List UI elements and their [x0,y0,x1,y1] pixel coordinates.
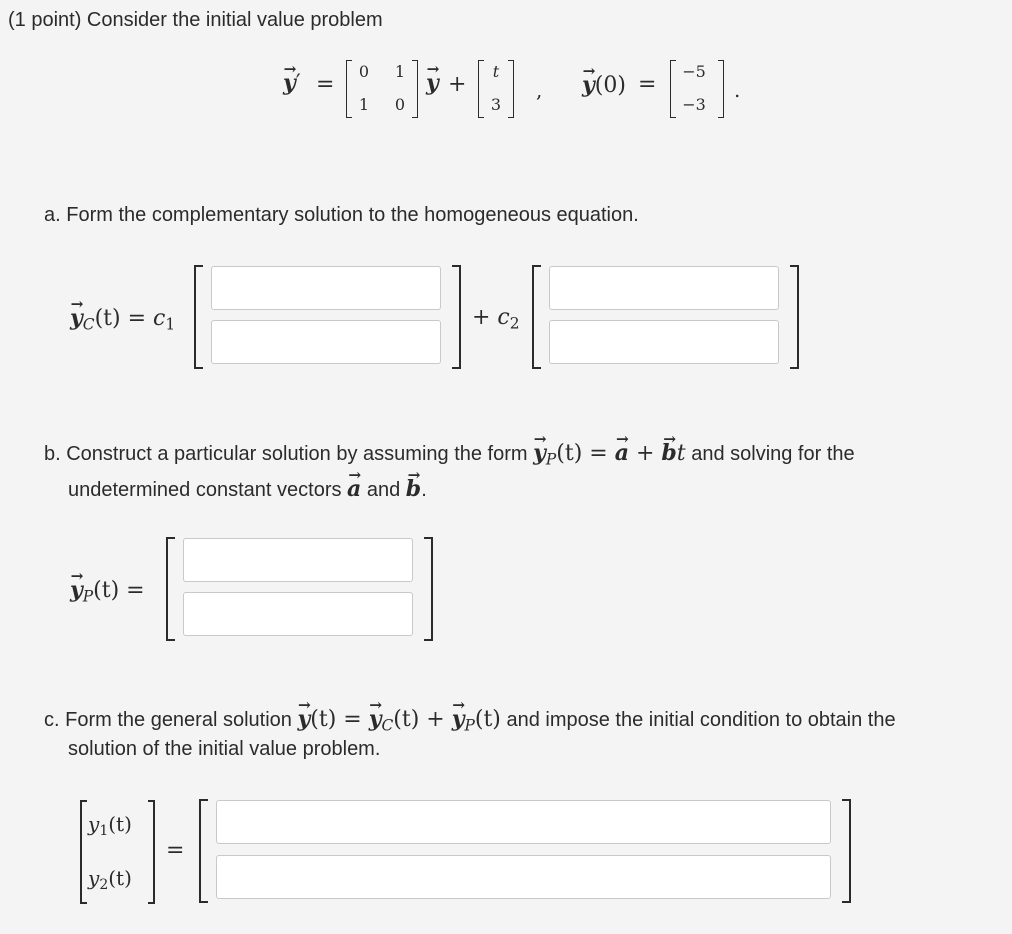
part-c-prompt-line2: solution of the initial value problem. [68,738,381,760]
matrix-cell: 1 [358,95,370,114]
y-solution-top-input[interactable] [216,800,831,844]
bracket-left [194,265,203,369]
bracket-right [842,799,851,903]
y-vector-symbol: → y [283,70,296,96]
y2-label: $y_2(t)$ [88,866,132,894]
yp-bottom-input[interactable] [183,592,413,636]
vector-cell: 3 [490,95,502,114]
particular-solution-label: → $y_P(t)$ = [70,577,145,606]
vector-right-bracket [508,60,514,118]
complementary-solution-label: → $y_C(t) = c_1$ [70,305,175,334]
vector-cell: −5 [682,62,706,81]
bracket-left [199,799,208,903]
matrix-cell: 0 [358,62,370,81]
yc-vector1-bottom-input[interactable] [211,320,441,364]
y-solution-bottom-input[interactable] [216,855,831,899]
initial-condition: → y(0) [582,72,626,98]
bracket-left [166,537,175,641]
part-b-prompt-line1: b. Construct a particular solution by assuming the form → $y_P(t)$ = → a + → bt and solving for the [44,440,855,469]
vector-left-bracket [670,60,676,118]
yp-top-input[interactable] [183,538,413,582]
yc-vector1-top-input[interactable] [211,266,441,310]
matrix-right-bracket [412,60,418,118]
bracket-right [790,265,799,369]
vector-cell: −3 [682,95,706,114]
bracket-right [424,537,433,641]
matrix-cell: 0 [394,95,406,114]
c2-label: + $c_2$ [472,305,520,333]
part-c-prompt-line1: c. Form the general solution → y(t) = → $y_C(t)$ + → $y_P(t)$ and impose the initial condition to obtain the [44,706,896,735]
bracket-left [532,265,541,369]
part-a-prompt: a. Form the complementary solution to the homogeneous equation. [44,204,639,226]
yc-vector2-top-input[interactable] [549,266,779,310]
bracket-left [80,800,87,904]
yc-vector2-bottom-input[interactable] [549,320,779,364]
y1-label: $y_1(t)$ [88,812,132,840]
vector-cell: t [492,62,500,81]
bracket-right [452,265,461,369]
bracket-right [148,800,155,904]
matrix-cell: 1 [394,62,406,81]
vector-right-bracket [718,60,724,118]
problem-header: (1 point) Consider the initial value problem [8,9,383,31]
part-b-prompt-line2: undetermined constant vectors → a and → b. [68,476,427,502]
